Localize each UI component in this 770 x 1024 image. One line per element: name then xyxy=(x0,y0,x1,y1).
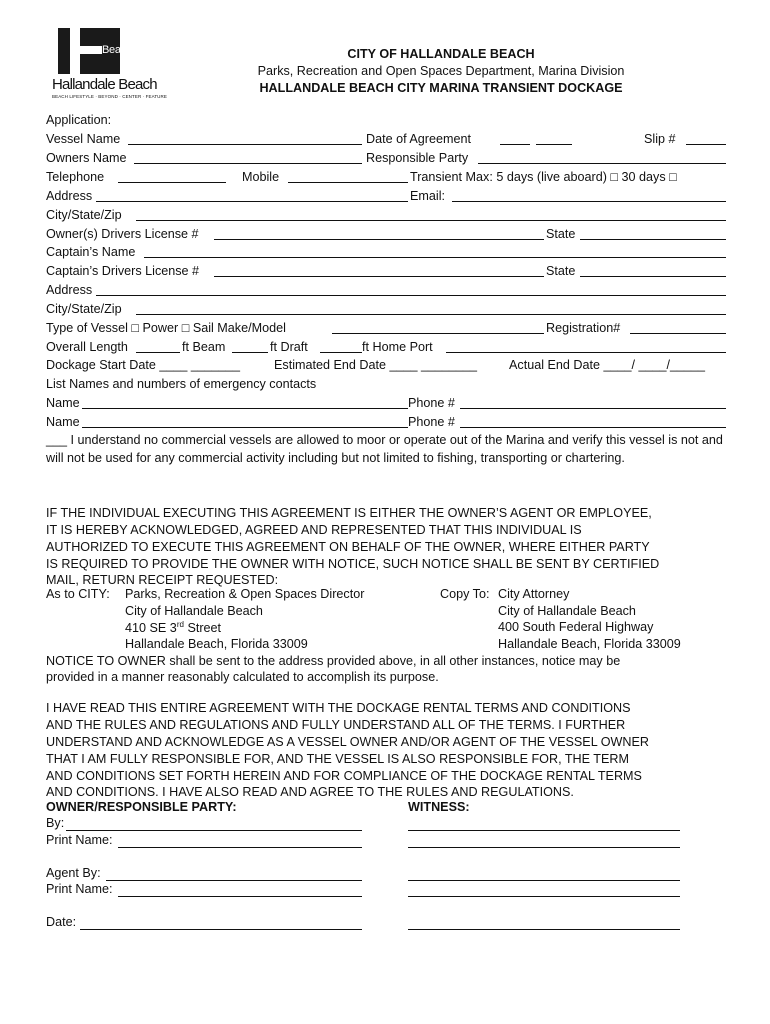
draft-field[interactable] xyxy=(320,352,362,353)
emergency-phone-1-field[interactable] xyxy=(460,408,726,409)
agent-clause-line-4: IS REQUIRED TO PROVIDE THE OWNER WITH NOTICE, SUCH NOTICE SHALL BE SENT BY CERTIFIED xyxy=(46,557,660,571)
witness-heading: WITNESS: xyxy=(408,800,470,814)
row-type-of-vessel xyxy=(46,319,726,338)
emergency-contacts-label: List Names and numbers of emergency contacts xyxy=(46,377,317,391)
owners-name-label: Owners Name xyxy=(46,151,127,165)
emergency-name-2-field[interactable] xyxy=(82,427,408,428)
emergency-name-1-field[interactable] xyxy=(82,408,408,409)
vessel-name-field[interactable] xyxy=(128,144,362,145)
date-label: Date: xyxy=(46,915,77,929)
print-name2-label: Print Name: xyxy=(46,882,113,896)
mobile-label: Mobile xyxy=(242,170,280,184)
witness-signature-line-1[interactable] xyxy=(408,830,680,831)
emergency-phone-2-label: Phone # xyxy=(408,415,455,429)
copy-address-line-2: City of Hallandale Beach xyxy=(498,604,636,618)
emergency-phone-1-label: Phone # xyxy=(408,396,455,410)
agent-clause-line-3: AUTHORIZED TO EXECUTE THIS AGREEMENT ON BEHALF OF THE OWNER, WHERE EITHER PARTY xyxy=(46,540,650,554)
street-number: 410 SE 3 xyxy=(125,621,177,636)
logo-mark-word: Beach xyxy=(102,44,132,56)
row-city-state-zip2 xyxy=(46,300,726,319)
owners-name-field[interactable] xyxy=(134,163,362,164)
captains-name-label: Captain’s Name xyxy=(46,245,136,259)
row-owners-name xyxy=(46,149,726,168)
dockage-start-label[interactable]: Dockage Start Date ____ _______ xyxy=(46,358,240,372)
print-name2-line[interactable] xyxy=(118,896,362,897)
row-emergency-heading xyxy=(46,375,726,394)
header-department: Parks, Recreation and Open Spaces Department, Marina Division xyxy=(257,64,625,78)
type-of-vessel-label[interactable]: Type of Vessel □ Power □ Sail Make/Model xyxy=(46,321,286,335)
as-to-city-label: As to CITY: xyxy=(46,587,110,601)
responsible-party-field[interactable] xyxy=(478,163,726,164)
copy-to-label: Copy To: xyxy=(440,587,490,601)
mobile-field[interactable] xyxy=(288,182,408,183)
row-address xyxy=(46,187,726,206)
row-captain-dl xyxy=(46,262,726,281)
city-address-line-4: Hallandale Beach, Florida 33009 xyxy=(125,637,308,651)
owner-notice-line-1: NOTICE TO OWNER shall be sent to the address provided above, in all other instances, notice may be xyxy=(46,654,621,668)
registration-label: Registration# xyxy=(546,321,621,335)
home-port-field[interactable] xyxy=(446,352,726,353)
row-telephone xyxy=(46,168,726,187)
emergency-phone-2-field[interactable] xyxy=(460,427,726,428)
witness-signature-line-2[interactable] xyxy=(408,880,680,881)
owner-dl-state-field[interactable] xyxy=(580,239,726,240)
read-clause-line-1: I HAVE READ THIS ENTIRE AGREEMENT WITH THE DOCKAGE RENTAL TERMS AND CONDITIONS xyxy=(46,701,631,715)
witness-date-line[interactable] xyxy=(408,929,680,930)
print-name-label: Print Name: xyxy=(46,833,113,847)
read-clause-line-5: AND CONDITIONS SET FORTH HEREIN AND FOR COMPLIANCE OF THE DOCKAGE RENTAL TERMS xyxy=(46,769,642,783)
agent-clause-line-2: IT IS HEREBY ACKNOWLEDGED, AGREED AND REPRESENTED THAT THIS INDIVIDUAL IS xyxy=(46,523,582,537)
address2-label: Address xyxy=(46,283,93,297)
captain-dl-state-label: State xyxy=(546,264,576,278)
by-label: By: xyxy=(46,816,65,830)
city-state-zip-field[interactable] xyxy=(136,220,726,221)
witness-print-line-1[interactable] xyxy=(408,847,680,848)
row-vessel-name xyxy=(46,130,726,149)
street-ordinal: rd xyxy=(176,620,184,629)
owner-dl-field[interactable] xyxy=(214,239,544,240)
print-name-line[interactable] xyxy=(118,847,362,848)
row-address2 xyxy=(46,281,726,300)
row-city-state-zip xyxy=(46,206,726,225)
row-emergency-2 xyxy=(46,413,726,432)
agent-clause-line-1: IF THE INDIVIDUAL EXECUTING THIS AGREEMENT IS EITHER THE OWNER’S AGENT OR EMPLOYEE, xyxy=(46,506,652,520)
telephone-label: Telephone xyxy=(46,170,105,184)
agent-by-line[interactable] xyxy=(106,880,362,881)
responsible-party-label: Responsible Party xyxy=(366,151,469,165)
captain-dl-field[interactable] xyxy=(214,276,544,277)
read-clause-line-6: AND CONDITIONS. I HAVE ALSO READ AND AGREE TO THE RULES AND REGULATIONS. xyxy=(46,785,574,799)
row-dimensions xyxy=(46,338,726,357)
witness-print-line-2[interactable] xyxy=(408,896,680,897)
city-address-line-3 xyxy=(125,620,221,635)
actual-end-label[interactable]: Actual End Date ____/ ____/_____ xyxy=(509,358,706,372)
owner-dl-label: Owner(s) Drivers License # xyxy=(46,227,199,241)
date-of-agreement-field-b[interactable] xyxy=(536,144,572,145)
date-line[interactable] xyxy=(80,929,362,930)
city-state-zip-label: City/State/Zip xyxy=(46,208,122,222)
by-signature-line[interactable] xyxy=(66,830,362,831)
beam-field[interactable] xyxy=(232,352,268,353)
captain-dl-state-field[interactable] xyxy=(580,276,726,277)
address-field[interactable] xyxy=(96,201,408,202)
draft-label: ft Draft xyxy=(270,340,308,354)
overall-length-label: Overall Length xyxy=(46,340,128,354)
captain-dl-label: Captain’s Drivers License # xyxy=(46,264,200,278)
copy-address-line-1: City Attorney xyxy=(498,587,570,601)
street-suffix: Street xyxy=(183,621,222,636)
header-title: HALLANDALE BEACH CITY MARINA TRANSIENT DOCKAGE xyxy=(259,81,623,95)
logo-tagline: BEACH LIFESTYLE · BEYOND · CENTER · FEATURE xyxy=(52,94,167,99)
read-clause-line-4: THAT I AM FULLY RESPONSIBLE FOR, AND THE VESSEL IS ALSO RESPONSIBLE FOR, THE TERM xyxy=(46,752,629,766)
logo-name: Hallandale Beach xyxy=(52,76,157,93)
date-of-agreement-field-a[interactable] xyxy=(500,144,530,145)
read-clause-line-2: AND THE RULES AND REGULATIONS AND FULLY UNDERSTAND ALL OF THE TERMS. I FURTHER xyxy=(46,718,626,732)
city-state-zip2-field[interactable] xyxy=(136,314,726,315)
row-application xyxy=(46,111,726,130)
city-address-line-2: City of Hallandale Beach xyxy=(125,604,263,618)
vessel-name-label: Vessel Name xyxy=(46,132,121,146)
owner-notice-line-2: provided in a manner reasonably calculated to accomplish its purpose. xyxy=(46,670,439,684)
copy-address-line-3: 400 South Federal Highway xyxy=(498,620,654,634)
beam-label: ft Beam xyxy=(182,340,226,354)
row-captains-name xyxy=(46,243,726,262)
city-state-zip2-label: City/State/Zip xyxy=(46,302,122,316)
read-clause-line-3: UNDERSTAND AND ACKNOWLEDGE AS A VESSEL OWNER AND/OR AGENT OF THE VESSEL OWNER xyxy=(46,735,650,749)
slip-label: Slip # xyxy=(644,132,676,146)
city-address-line-1: Parks, Recreation & Open Spaces Director xyxy=(125,587,365,601)
header-city: CITY OF HALLANDALE BEACH xyxy=(347,47,535,61)
row-emergency-1 xyxy=(46,394,726,413)
emergency-name-2-label: Name xyxy=(46,415,80,429)
home-port-label: ft Home Port xyxy=(362,340,433,354)
make-model-field[interactable] xyxy=(332,333,544,334)
commercial-acknowledgement: ___ I understand no commercial vessels are allowed to moor or operate out of the Marina and verify this vessel is not and will not be used for any commercial activity including but not limited to fishing, transporting or chartering. xyxy=(46,433,723,465)
email-label: Email: xyxy=(410,189,445,203)
transient-max-label[interactable]: Transient Max: 5 days (live aboard) □ 30 days □ xyxy=(410,170,677,184)
owner-heading: OWNER/RESPONSIBLE PARTY: xyxy=(46,800,237,814)
address-label: Address xyxy=(46,189,93,203)
agent-clause-line-5: MAIL, RETURN RECEIPT REQUESTED: xyxy=(46,573,279,587)
address2-field[interactable] xyxy=(96,295,726,296)
row-dockage-dates xyxy=(46,356,726,375)
application-label: Application: xyxy=(46,113,112,127)
registration-field[interactable] xyxy=(630,333,726,334)
telephone-field[interactable] xyxy=(118,182,226,183)
estimated-end-label[interactable]: Estimated End Date ____ ________ xyxy=(274,358,478,372)
overall-length-field[interactable] xyxy=(136,352,180,353)
copy-address-line-4: Hallandale Beach, Florida 33009 xyxy=(498,637,681,651)
slip-field[interactable] xyxy=(686,144,726,145)
email-field[interactable] xyxy=(452,201,726,202)
date-of-agreement-label: Date of Agreement xyxy=(366,132,472,146)
row-owner-dl xyxy=(46,225,726,244)
owner-dl-state-label: State xyxy=(546,227,576,241)
agent-by-label: Agent By: xyxy=(46,866,101,880)
captains-name-field[interactable] xyxy=(144,257,726,258)
emergency-name-1-label: Name xyxy=(46,396,80,410)
